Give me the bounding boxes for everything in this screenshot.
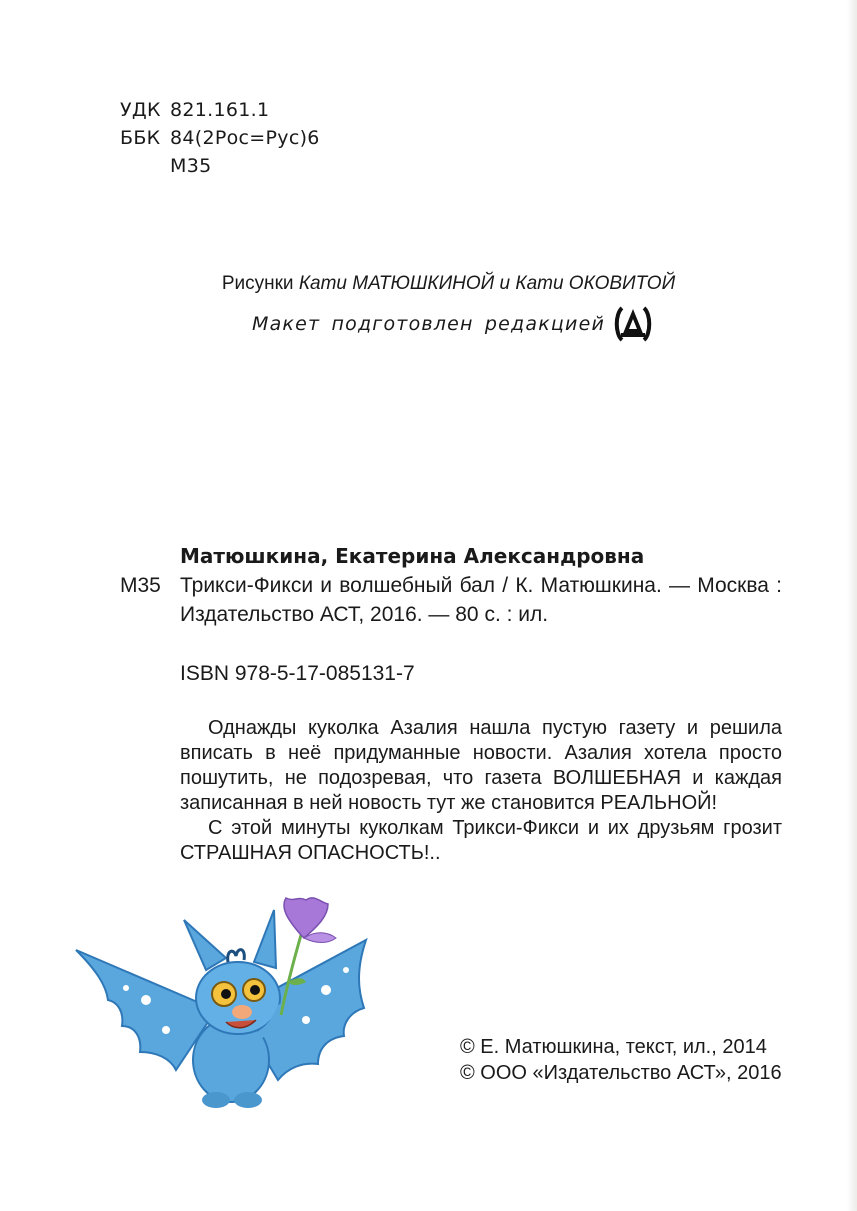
udk-label: УДК: [120, 99, 161, 121]
record-text: Трикси-Фикси и волшебный бал / К. Матюшкина. — Москва : Издательство АСТ, 2016. — 80 с. : ил.: [180, 574, 782, 626]
copyright-line-1: © Е. Матюшкина, текст, ил., 2014: [460, 1036, 767, 1058]
author-mark: М35: [170, 155, 212, 177]
bibliographic-record: [120, 542, 782, 688]
record-entry: [120, 571, 782, 629]
annotation-paragraph-1: Однажды куколка Азалия нашла пустую газету и решила вписать в неё придуманные новости. Азалия хотела просто пошутить, не подозревая, что газета ВОЛШЕБНАЯ и каждая записанная в ней новость тут же становится РЕАЛЬНОЙ!: [180, 717, 782, 814]
isbn: ISBN 978-5-17-085131-7: [180, 662, 415, 685]
illustration-credits: [20, 270, 857, 298]
bbk-row: [120, 124, 320, 152]
bbk-value: 84(2Рос=Рус)6: [170, 127, 320, 149]
copyright: [460, 1034, 782, 1086]
udk-value: 821.161.1: [170, 99, 270, 121]
maket-text: Макет подготовлен редакцией: [252, 313, 606, 335]
copyright-line-2: © ООО «Издательство АСТ», 2016: [460, 1062, 782, 1084]
annotation: [180, 716, 782, 866]
ast-logo-icon: [613, 306, 653, 342]
page-edge-shadow: [847, 0, 857, 1211]
maket-line: [252, 306, 653, 342]
classification-codes: [120, 96, 320, 180]
udk-row: [120, 96, 320, 124]
credits-artists: Кати МАТЮШКИНОЙ и Кати ОКОВИТОЙ: [298, 273, 676, 294]
record-code: М35: [120, 574, 161, 597]
bat-illustration: [66, 890, 376, 1120]
credits-prefix: Рисунки: [221, 273, 294, 294]
bbk-label: ББК: [120, 127, 161, 149]
annotation-paragraph-2: С этой минуты куколкам Трикси-Фикси и их друзьям грозит СТРАШНАЯ ОПАСНОСТЬ!..: [180, 817, 782, 864]
flower: [284, 898, 328, 938]
record-author: Матюшкина, Екатерина Александровна: [180, 544, 645, 568]
